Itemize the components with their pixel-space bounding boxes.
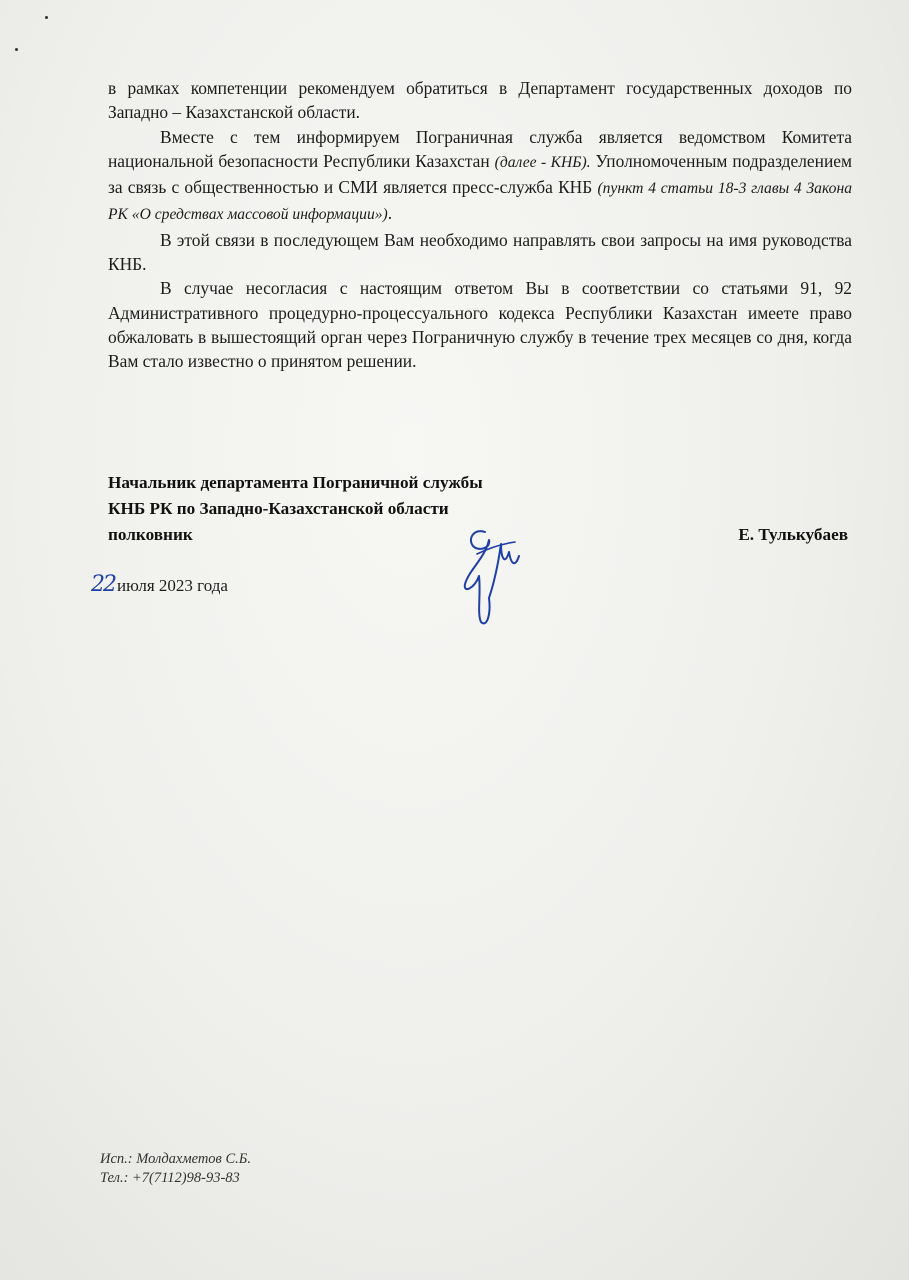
executor-phone: Тел.: +7(7112)98-93-83 (100, 1170, 240, 1186)
document-date (91, 572, 228, 597)
letter-body (108, 76, 852, 374)
paper-speck (15, 48, 18, 51)
signatory-name: Е. Тулькубаев (738, 525, 848, 544)
paragraph-text: В этой связи в последующем Вам необходимо направлять свои запросы на имя руководства КНБ. (108, 229, 852, 275)
handwritten-signature (455, 518, 525, 628)
body-paragraph (108, 276, 852, 373)
paragraph-text: . (387, 203, 393, 224)
signatory-rank: полковник (108, 525, 193, 544)
signatory-title-line-1: Начальник департамента Пограничной службы (108, 473, 483, 492)
paragraph-text: Вместе с тем информируем Пограничная служба является ведомством Комитета национальной безопасности Республики Казахстан (108, 126, 852, 171)
signatory-title-line-2: КНБ РК по Западно-Казахстанской области (108, 499, 449, 518)
paragraph-text: Уполномоченным подразделением за связь с общественностью и СМИ является пресс-служба КНБ (108, 150, 852, 198)
executor-name: Исп.: Молдахметов С.Б. (100, 1151, 251, 1167)
italic-reference-text: (далее - КНБ). (494, 153, 591, 171)
date-day-handwritten: 22 (91, 572, 115, 597)
body-paragraph (108, 228, 852, 277)
paper-speck (45, 16, 48, 19)
paragraph-text: в рамках компетенции рекомендуем обратиться в Департамент государственных доходов по Западно – Казахстанской области. (108, 78, 852, 123)
date-rest: июля 2023 года (117, 576, 228, 595)
paragraph-text: В случае несогласия с настоящим ответом Вы в соответствии со статьями 91, 92 Административного процедурно-процессуального кодекса Республики Казахстан имеете право обжаловать в вышестоящий орган через Пограничную службу в течение трех месяцев со дня, когда Вам стало известно о принятом решении. (108, 278, 852, 372)
body-paragraph (108, 125, 852, 228)
body-paragraph (108, 76, 852, 125)
italic-reference-text: (пункт 4 статьи 18-3 главы 4 Закона РК «О средствах массовой информации») (108, 180, 853, 224)
executor-footer (100, 1150, 251, 1188)
